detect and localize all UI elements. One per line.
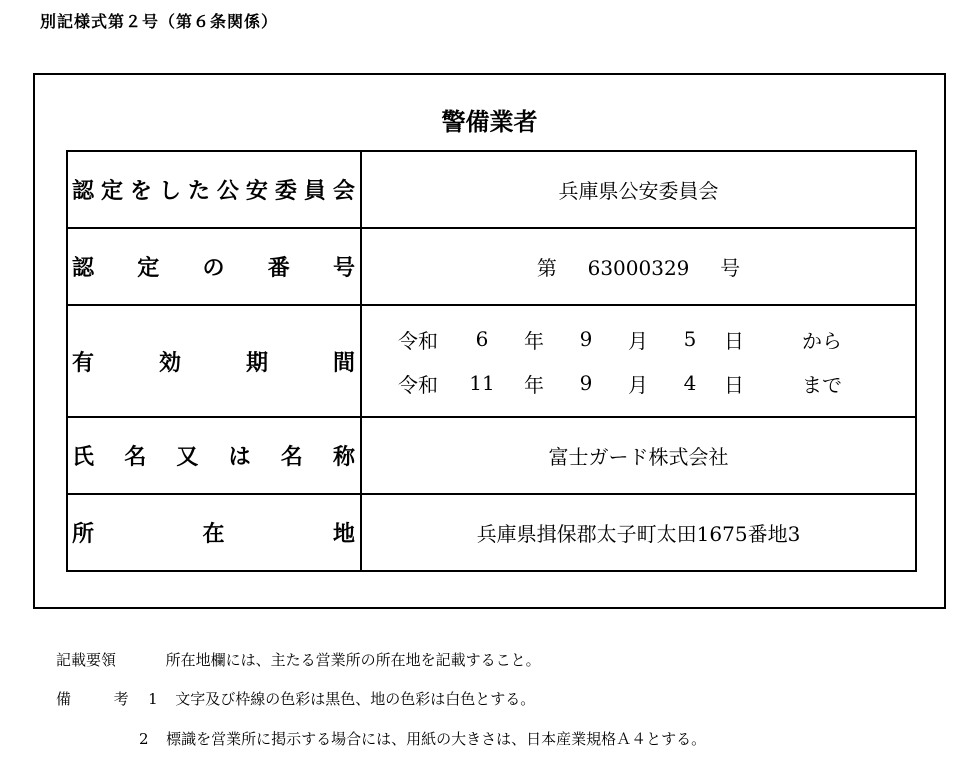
era: 令和 bbox=[398, 328, 438, 353]
label-char: 安 bbox=[245, 179, 268, 204]
remark-2-text: 標識を営業所に掲示する場合には、用紙の大きさは、日本産業規格Ａ４とする。 bbox=[166, 730, 707, 748]
year-unit: 年 bbox=[524, 328, 544, 353]
certification-number: 63000329 bbox=[587, 256, 690, 280]
label-char: 称 bbox=[332, 445, 355, 470]
row-name bbox=[67, 417, 916, 494]
month-unit: 月 bbox=[628, 372, 648, 397]
month: 9 bbox=[579, 327, 593, 351]
value-period bbox=[361, 305, 916, 417]
day: 4 bbox=[683, 371, 697, 395]
label-char: 在 bbox=[202, 522, 225, 547]
label-char: 有 bbox=[72, 350, 95, 376]
label-char: は bbox=[228, 445, 251, 470]
year: 11 bbox=[469, 371, 495, 395]
sign-frame bbox=[33, 73, 946, 609]
sign-table bbox=[66, 150, 917, 572]
period-suffix: から bbox=[802, 328, 842, 353]
instructions-note bbox=[56, 653, 541, 668]
label-char: 認 bbox=[72, 256, 95, 281]
value-commission: 兵庫県公安委員会 bbox=[361, 151, 916, 228]
label-address bbox=[67, 494, 361, 571]
instructions-text: 所在地欄には、主たる営業所の所在地を記載すること。 bbox=[165, 651, 541, 669]
remark-1 bbox=[56, 692, 535, 707]
label-char: の bbox=[202, 256, 225, 281]
year-unit: 年 bbox=[524, 372, 544, 397]
label-char: 又 bbox=[176, 445, 199, 470]
value-name: 富士ガード株式会社 bbox=[361, 417, 916, 494]
label-char: 効 bbox=[158, 350, 181, 376]
label-char: 名 bbox=[124, 445, 147, 470]
label-char: 認 bbox=[72, 179, 95, 204]
label-char: 号 bbox=[332, 256, 355, 281]
remarks-label-2: 考 bbox=[113, 690, 129, 708]
label-char: 地 bbox=[332, 522, 355, 547]
remark-2 bbox=[139, 732, 706, 747]
era: 令和 bbox=[398, 372, 438, 397]
label-char: 名 bbox=[280, 445, 303, 470]
row-commission bbox=[67, 151, 916, 228]
remark-1-text: 文字及び枠線の色彩は黒色、地の色彩は白色とする。 bbox=[175, 690, 536, 708]
remark-1-number: 1 bbox=[148, 690, 158, 708]
year: 6 bbox=[475, 327, 489, 351]
label-char: 委 bbox=[274, 179, 297, 204]
label-commission bbox=[67, 151, 361, 228]
label-char: 員 bbox=[303, 179, 326, 204]
remarks-label-1: 備 bbox=[56, 690, 72, 708]
label-char: 期 bbox=[245, 350, 268, 376]
label-char: 氏 bbox=[72, 445, 95, 470]
month: 9 bbox=[579, 371, 593, 395]
period-suffix: まで bbox=[802, 372, 842, 397]
label-char: 所 bbox=[72, 522, 95, 547]
label-char: 定 bbox=[137, 256, 160, 281]
number-suffix: 号 bbox=[720, 256, 741, 280]
label-name bbox=[67, 417, 361, 494]
value-number bbox=[361, 228, 916, 305]
day-unit: 日 bbox=[724, 328, 744, 353]
day: 5 bbox=[683, 327, 697, 351]
label-char: 番 bbox=[267, 256, 290, 281]
row-number bbox=[67, 228, 916, 305]
label-char: を bbox=[129, 179, 152, 204]
label-char: た bbox=[187, 179, 210, 204]
label-char: 定 bbox=[100, 179, 123, 204]
label-char: 間 bbox=[332, 350, 355, 376]
label-char: 会 bbox=[332, 179, 355, 204]
sign-title: 警備業者 bbox=[441, 108, 538, 136]
instructions-label: 記載要領 bbox=[56, 651, 117, 669]
period-to bbox=[362, 361, 915, 405]
value-address: 兵庫県揖保郡太子町太田1675番地3 bbox=[361, 494, 916, 571]
label-char: 公 bbox=[216, 179, 239, 204]
label-number bbox=[67, 228, 361, 305]
day-unit: 日 bbox=[724, 372, 744, 397]
remark-2-number: 2 bbox=[139, 730, 149, 748]
label-char: し bbox=[158, 179, 181, 204]
label-period bbox=[67, 305, 361, 417]
period-from bbox=[362, 317, 915, 361]
month-unit: 月 bbox=[628, 328, 648, 353]
row-address bbox=[67, 494, 916, 571]
row-period bbox=[67, 305, 916, 417]
number-prefix: 第 bbox=[536, 256, 557, 280]
form-title: 別記様式第２号（第６条関係） bbox=[40, 12, 279, 31]
